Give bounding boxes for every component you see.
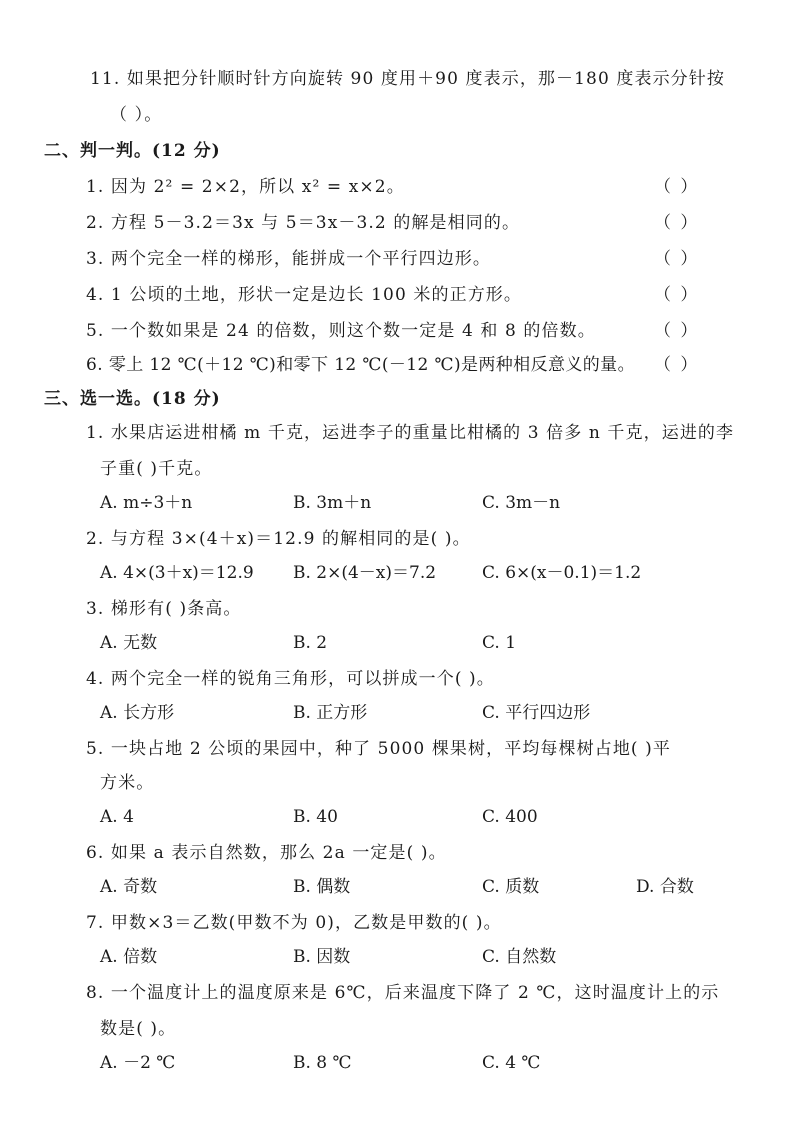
choice-q8-option-b[interactable]: B. 8 ℃ — [293, 1053, 352, 1073]
choice-q4-line1: 4. 两个完全一样的锐角三角形，可以拼成一个( )。 — [86, 669, 495, 689]
judge-item-3: 3. 两个完全一样的梯形，能拼成一个平行四边形。 — [86, 249, 492, 269]
choice-q8-line1: 8. 一个温度计上的温度原来是 6℃，后来温度下降了 2 ℃，这时温度计上的示 — [86, 983, 720, 1003]
judge-blank-1[interactable]: （ ） — [654, 177, 700, 197]
judge-item-1: 1. 因为 2² = 2×2，所以 x² = x×2。 — [86, 177, 405, 197]
judge-blank-5[interactable]: （ ） — [654, 321, 700, 341]
judge-item-5: 5. 一个数如果是 24 的倍数，则这个数一定是 4 和 8 的倍数。 — [86, 321, 596, 341]
choice-q2-option-c[interactable]: C. 6×(x－0.1)＝1.2 — [482, 563, 642, 583]
choice-q6-option-b[interactable]: B. 偶数 — [293, 877, 351, 897]
choice-q5-line1: 5. 一块占地 2 公顷的果园中，种了 5000 棵果树，平均每棵树占地( )平 — [86, 739, 671, 759]
choice-q7-option-b[interactable]: B. 因数 — [293, 947, 351, 967]
choice-q4-option-a[interactable]: A. 长方形 — [100, 703, 175, 723]
judge-item-4: 4. 1 公顷的土地，形状一定是边长 100 米的正方形。 — [86, 285, 522, 305]
choice-q1-line1: 1. 水果店运进柑橘 m 千克，运进李子的重量比柑橘的 3 倍多 n 千克，运进的李 — [86, 423, 735, 443]
choice-q3-option-a[interactable]: A. 无数 — [100, 633, 158, 653]
judge-item-2: 2. 方程 5－3.2＝3x 与 5＝3x－3.2 的解是相同的。 — [86, 213, 521, 233]
choice-q5-option-c[interactable]: C. 400 — [482, 807, 538, 827]
section3-title: 三、选一选。(18 分) — [44, 389, 221, 409]
choice-q2-line1: 2. 与方程 3×(4＋x)＝12.9 的解相同的是( )。 — [86, 529, 471, 549]
choice-q6-option-a[interactable]: A. 奇数 — [100, 877, 158, 897]
judge-item-6: 6. 零上 12 ℃(＋12 ℃)和零下 12 ℃(－12 ℃)是两种相反意义的量。 — [86, 355, 635, 375]
judge-blank-2[interactable]: （ ） — [654, 213, 700, 233]
choice-q3-line1: 3. 梯形有( )条高。 — [86, 599, 242, 619]
choice-q1-line2: 子重( )千克。 — [100, 459, 213, 479]
judge-blank-4[interactable]: （ ） — [654, 285, 700, 305]
section2-title: 二、判一判。(12 分) — [44, 141, 221, 161]
choice-q4-option-c[interactable]: C. 平行四边形 — [482, 703, 591, 723]
choice-q5-line2: 方米。 — [100, 773, 155, 793]
choice-q8-option-a[interactable]: A. －2 ℃ — [100, 1053, 176, 1073]
choice-q5-option-b[interactable]: B. 40 — [293, 807, 338, 827]
choice-q7-option-c[interactable]: C. 自然数 — [482, 947, 557, 967]
choice-q6-line1: 6. 如果 a 表示自然数，那么 2a 一定是( )。 — [86, 843, 447, 863]
choice-q2-option-a[interactable]: A. 4×(3＋x)＝12.9 — [100, 563, 254, 583]
choice-q1-option-b[interactable]: B. 3m＋n — [293, 493, 372, 513]
choice-q7-line1: 7. 甲数×3＝乙数(甲数不为 0)，乙数是甲数的( )。 — [86, 913, 502, 933]
choice-q6-option-d[interactable]: D. 合数 — [636, 877, 694, 897]
judge-blank-6[interactable]: （ ） — [654, 355, 700, 375]
judge-blank-3[interactable]: （ ） — [654, 249, 700, 269]
choice-q5-option-a[interactable]: A. 4 — [100, 807, 134, 827]
choice-q8-option-c[interactable]: C. 4 ℃ — [482, 1053, 541, 1073]
choice-q3-option-b[interactable]: B. 2 — [293, 633, 328, 653]
choice-q8-line2: 数是( )。 — [100, 1019, 177, 1039]
q11-line2: （ ）。 — [110, 105, 163, 125]
choice-q1-option-a[interactable]: A. m÷3＋n — [100, 493, 193, 513]
choice-q4-option-b[interactable]: B. 正方形 — [293, 703, 368, 723]
choice-q3-option-c[interactable]: C. 1 — [482, 633, 517, 653]
choice-q1-option-c[interactable]: C. 3m－n — [482, 493, 561, 513]
choice-q6-option-c[interactable]: C. 质数 — [482, 877, 540, 897]
q11-line1: 11. 如果把分针顺时针方向旋转 90 度用＋90 度表示，那－180 度表示分针按 — [90, 69, 725, 89]
choice-q2-option-b[interactable]: B. 2×(4－x)＝7.2 — [293, 563, 437, 583]
choice-q7-option-a[interactable]: A. 倍数 — [100, 947, 158, 967]
